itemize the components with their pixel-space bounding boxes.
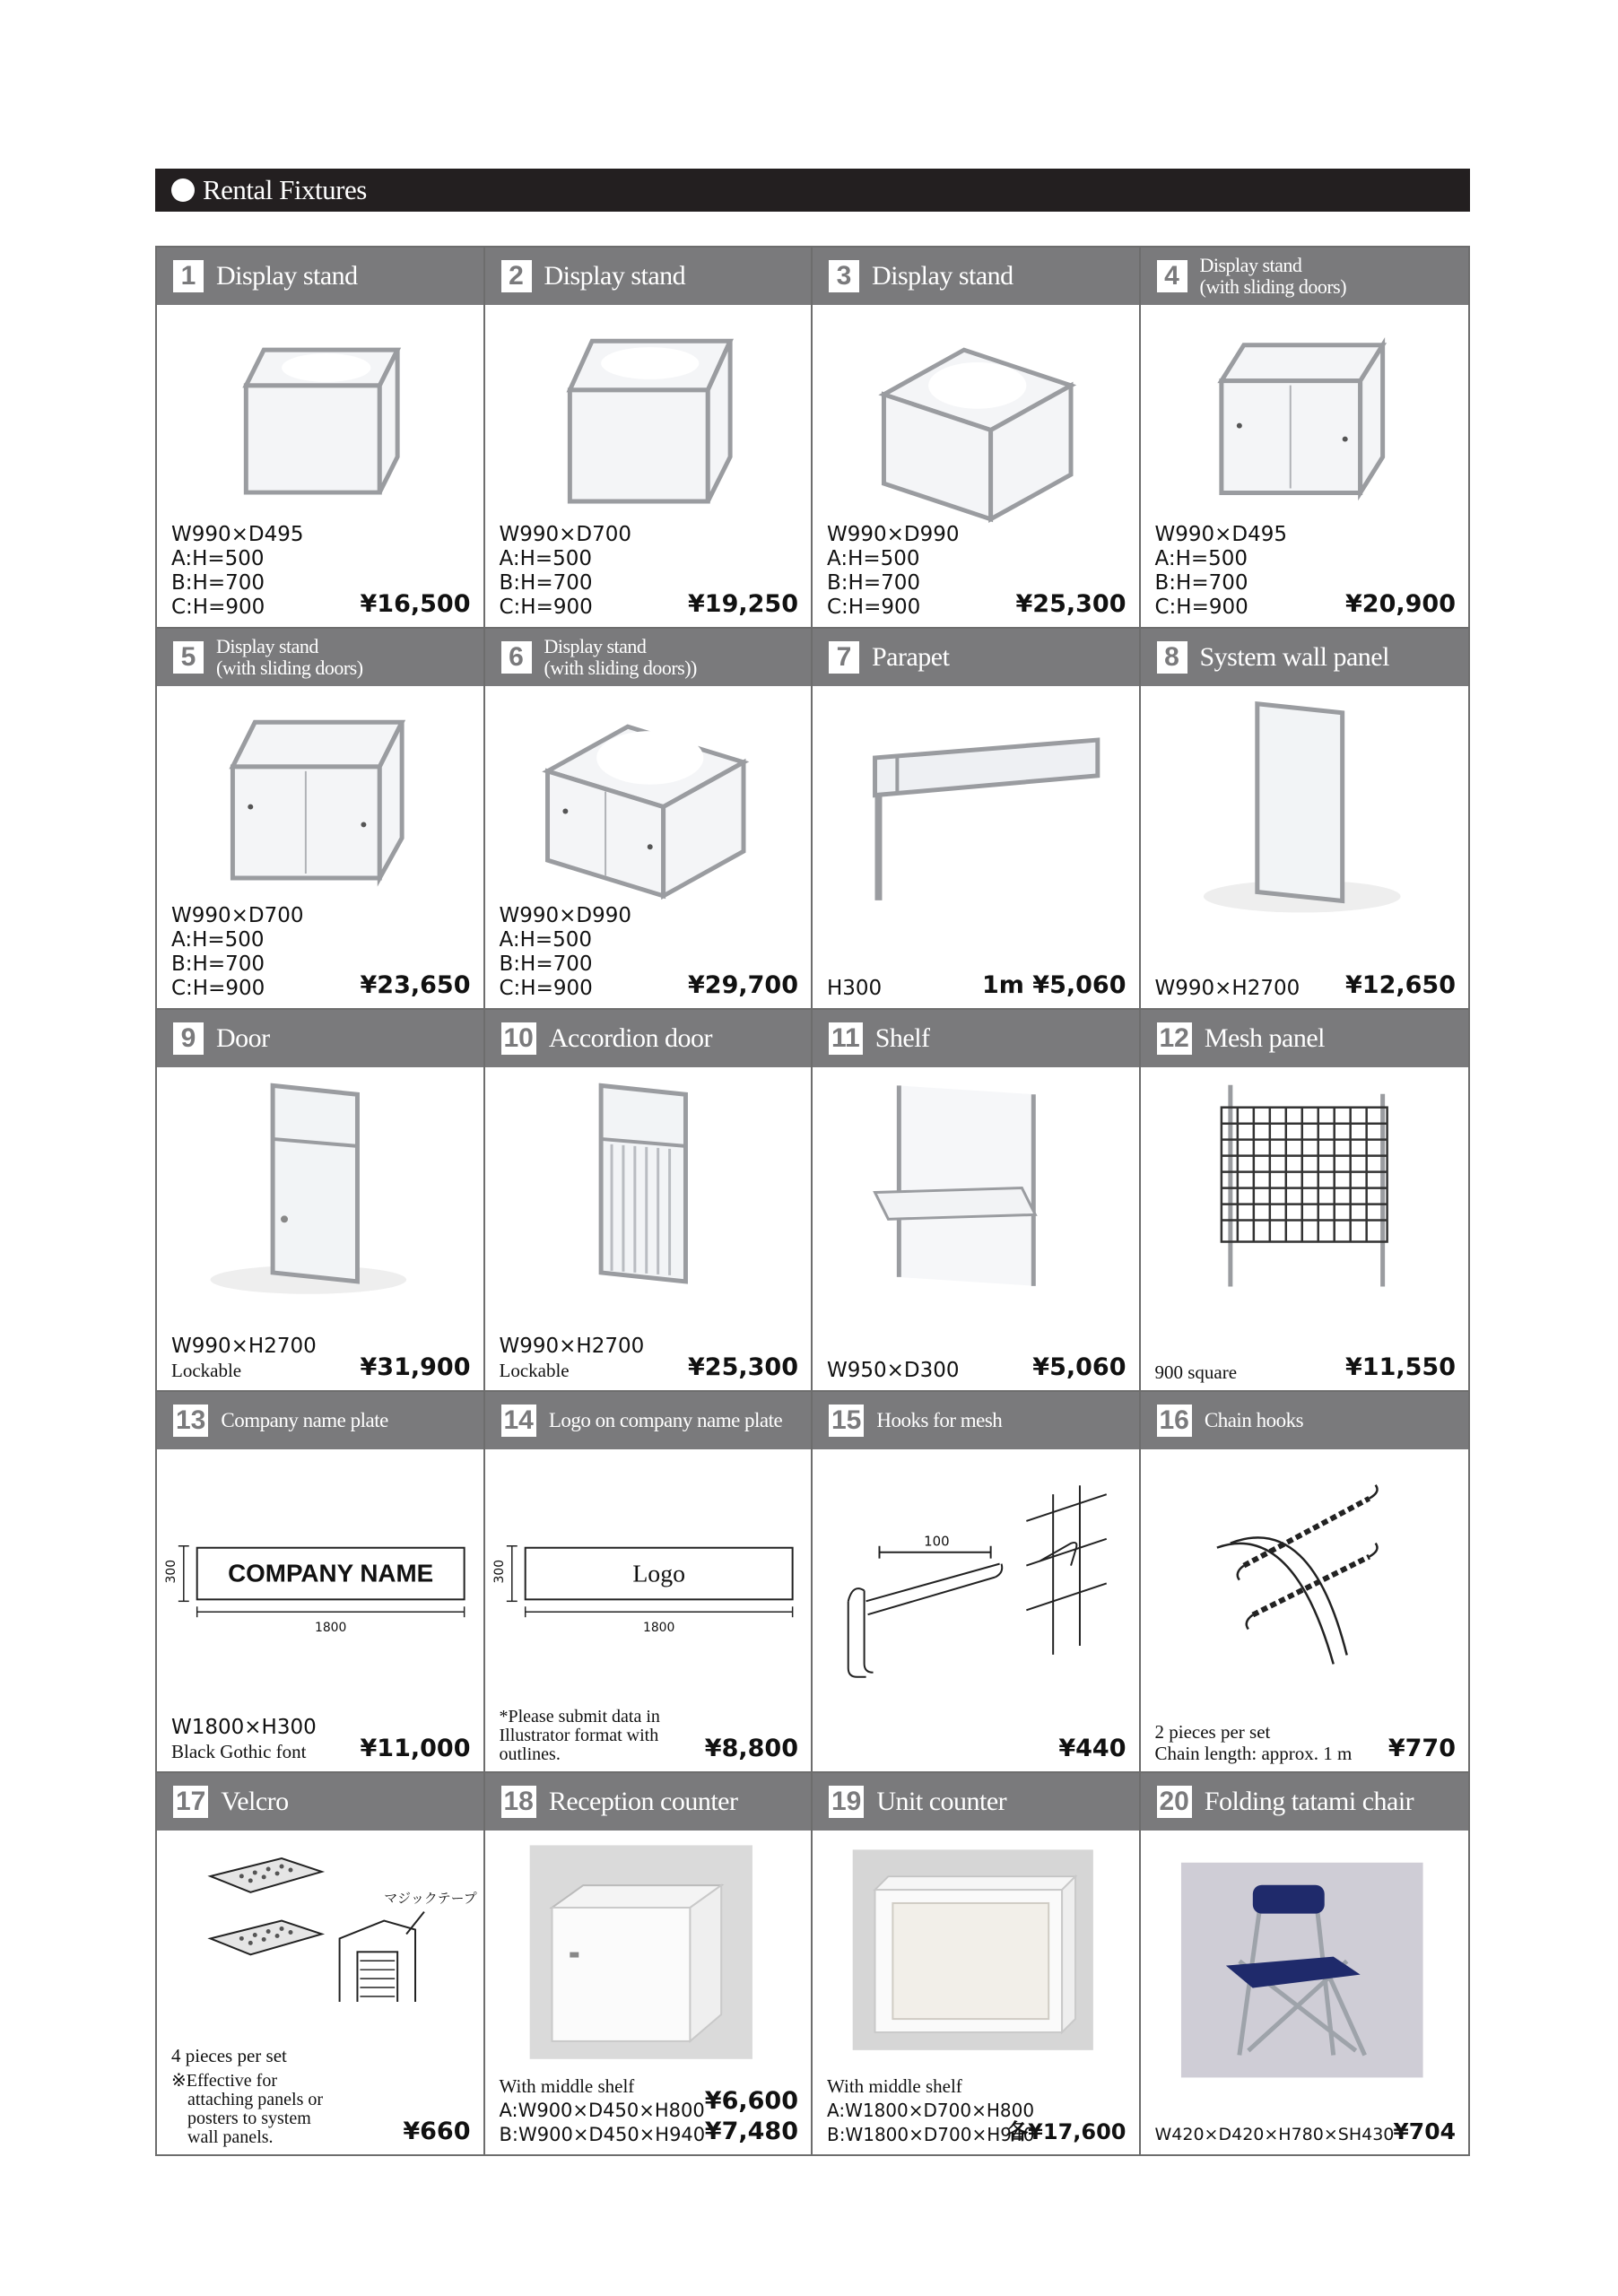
item-number: 5 xyxy=(173,641,204,674)
item-price: 各¥17,600 xyxy=(1006,2119,1127,2144)
wall-panel-illustration xyxy=(1141,686,1469,918)
item-price: ¥19,250 xyxy=(688,590,798,619)
item-header xyxy=(485,1773,812,1831)
velcro-jp-label: マジックテープ xyxy=(384,1890,477,1907)
sliding-door-stand-illustration xyxy=(1141,305,1469,537)
item-price: ¥31,900 xyxy=(360,1352,471,1381)
parapet-illustration xyxy=(813,686,1139,918)
item-number: 10 xyxy=(501,1022,536,1055)
item-title: Velcro xyxy=(221,1786,289,1816)
item-header xyxy=(157,248,483,305)
item-title: Reception counter xyxy=(548,1786,738,1816)
item-title: Door xyxy=(216,1023,270,1054)
item-card-4 xyxy=(1141,248,1469,629)
item-title: Chain hooks xyxy=(1204,1408,1304,1431)
item-card-15 xyxy=(813,1392,1141,1773)
bullet-icon xyxy=(171,178,195,202)
item-card-17 xyxy=(157,1773,485,2154)
item-price: ¥704 xyxy=(1393,2118,1456,2144)
item-price: ¥660 xyxy=(403,2118,471,2145)
item-price: ¥12,650 xyxy=(1345,971,1456,1000)
item-header xyxy=(1141,1392,1469,1449)
door-illustration xyxy=(157,1067,483,1300)
item-price: ¥29,700 xyxy=(688,971,798,1000)
reception-counter-photo xyxy=(485,1831,812,2074)
item-number: 20 xyxy=(1157,1786,1192,1818)
item-number: 18 xyxy=(501,1786,536,1818)
item-number: 16 xyxy=(1157,1405,1192,1437)
item-card-18 xyxy=(485,1773,813,2154)
item-header xyxy=(813,1010,1139,1067)
item-title: Parapet xyxy=(872,642,950,673)
item-specs: 900 square xyxy=(1154,1361,1238,1383)
item-number: 8 xyxy=(1157,641,1187,674)
item-header xyxy=(813,629,1139,686)
item-title: Folding tatami chair xyxy=(1204,1786,1414,1816)
item-price: ¥25,300 xyxy=(688,1352,798,1381)
item-title: Display stand xyxy=(544,261,686,291)
name-plate-illustration xyxy=(157,1449,483,1682)
item-header xyxy=(813,248,1139,305)
item-number: 17 xyxy=(173,1786,208,1818)
item-header xyxy=(157,629,483,686)
item-header xyxy=(1141,248,1469,305)
item-title: Hooks for mesh xyxy=(876,1408,1003,1431)
item-title: Display stand xyxy=(872,261,1013,291)
item-card-20 xyxy=(1141,1773,1469,2154)
item-title: Mesh panel xyxy=(1204,1023,1326,1054)
display-stand-illustration xyxy=(813,305,1139,537)
item-number: 14 xyxy=(501,1405,536,1437)
item-price: ¥23,650 xyxy=(360,971,471,1000)
velcro-illustration xyxy=(157,1831,483,2002)
item-header xyxy=(813,1392,1139,1449)
item-specs: W990×H2700 Lockable xyxy=(171,1334,317,1381)
item-specs: W420×D420×H780×SH430 xyxy=(1154,2125,1395,2144)
item-header xyxy=(157,1010,483,1067)
item-specs: W990×D700 A:H=500 B:H=700 C:H=900 xyxy=(499,523,632,620)
item-price: ¥11,000 xyxy=(360,1734,471,1762)
accordion-door-illustration xyxy=(485,1067,812,1300)
item-header xyxy=(157,1773,483,1831)
item-specs: W1800×H300 Black Gothic font xyxy=(171,1715,317,1762)
item-specs: 2 pieces per set Chain length: approx. 1 m xyxy=(1154,1720,1353,1764)
item-title: Display stand (with sliding doors) xyxy=(1199,253,1347,298)
display-stand-illustration xyxy=(485,305,812,537)
item-price: ¥16,500 xyxy=(360,590,471,619)
item-price: 1m ¥5,060 xyxy=(981,971,1127,1000)
shelf-illustration xyxy=(813,1067,1139,1300)
item-price: ¥770 xyxy=(1387,1734,1456,1762)
item-number: 12 xyxy=(1157,1022,1192,1055)
folding-chair-photo xyxy=(1141,1831,1469,2100)
mesh-panel-illustration xyxy=(1141,1067,1469,1300)
item-specs: W990×D495 A:H=500 B:H=700 C:H=900 xyxy=(171,523,304,620)
item-specs: W990×H2700 Lockable xyxy=(499,1334,645,1381)
item-header xyxy=(1141,1010,1469,1067)
item-card-13 xyxy=(157,1392,485,1773)
item-header xyxy=(485,248,812,305)
item-number: 4 xyxy=(1157,260,1187,292)
item-card-6 xyxy=(485,629,813,1010)
dim-height: 300 xyxy=(491,1559,507,1584)
item-price: ¥8,800 xyxy=(704,1734,798,1762)
section-title-text: Rental Fixtures xyxy=(203,174,367,205)
sliding-door-stand-illustration xyxy=(157,686,483,918)
item-number: 15 xyxy=(829,1405,864,1437)
item-specs: W990×D990 A:H=500 B:H=700 C:H=900 xyxy=(499,904,632,1001)
item-title: Company name plate xyxy=(221,1408,388,1431)
item-title: Accordion door xyxy=(548,1023,712,1054)
item-number: 6 xyxy=(501,641,532,674)
chain-hooks-illustration xyxy=(1141,1449,1469,1682)
item-number: 19 xyxy=(829,1786,864,1818)
unit-counter-photo xyxy=(813,1831,1139,2074)
item-card-19 xyxy=(813,1773,1141,2154)
item-card-3 xyxy=(813,248,1141,629)
item-price: ¥20,900 xyxy=(1345,590,1456,619)
item-card-7 xyxy=(813,629,1141,1010)
fixtures-grid xyxy=(155,246,1470,2156)
item-specs: 4 pieces per set ※Effective for attaching panels or posters to system wall panels. xyxy=(171,2045,324,2147)
item-price: ¥11,550 xyxy=(1345,1352,1456,1381)
mesh-hook-illustration xyxy=(813,1449,1139,1682)
item-specs: With middle shelf A:W1800×D700×H800 B:W1800×D700×H940 xyxy=(827,2075,1035,2145)
item-card-11 xyxy=(813,1010,1141,1391)
item-header xyxy=(485,1010,812,1067)
plate-text: Logo xyxy=(631,1560,685,1588)
item-specs: W990×H2700 xyxy=(1154,977,1300,1001)
sliding-door-stand-illustration xyxy=(485,686,812,918)
item-number: 13 xyxy=(173,1405,208,1437)
item-title: Unit counter xyxy=(876,1786,1007,1816)
item-price: ¥25,300 xyxy=(1015,590,1127,619)
hook-dim: 100 xyxy=(924,1533,950,1550)
item-number: 9 xyxy=(173,1022,204,1055)
item-specs: H300 xyxy=(827,977,883,1001)
item-title: Logo on company name plate xyxy=(548,1408,783,1431)
item-title: System wall panel xyxy=(1199,642,1389,673)
item-card-5 xyxy=(157,629,485,1010)
item-card-14 xyxy=(485,1392,813,1773)
item-number: 3 xyxy=(829,260,859,292)
plate-text: COMPANY NAME xyxy=(228,1559,434,1587)
item-specs: W990×D700 A:H=500 B:H=700 C:H=900 xyxy=(171,904,304,1001)
item-title: Display stand xyxy=(216,261,358,291)
item-title: Shelf xyxy=(874,1023,930,1054)
item-price: ¥5,060 xyxy=(1032,1352,1127,1381)
item-header xyxy=(157,1392,483,1449)
item-card-12 xyxy=(1141,1010,1469,1391)
item-card-2 xyxy=(485,248,813,629)
item-header xyxy=(485,1392,812,1449)
item-specs: *Please submit data in Illustrator format with outlines. xyxy=(499,1706,660,1764)
item-header xyxy=(485,629,812,686)
item-card-9 xyxy=(157,1010,485,1391)
item-title: Display stand (with sliding doors) xyxy=(216,635,363,680)
logo-plate-illustration xyxy=(485,1449,812,1682)
item-number: 2 xyxy=(501,260,532,292)
item-number: 7 xyxy=(829,641,859,674)
item-price: ¥6,600 ¥7,480 xyxy=(704,2087,798,2145)
item-specs: W990×D990 A:H=500 B:H=700 C:H=900 xyxy=(827,523,960,620)
item-price: ¥440 xyxy=(1058,1734,1127,1762)
item-number: 11 xyxy=(829,1022,863,1055)
item-specs: W990×D495 A:H=500 B:H=700 C:H=900 xyxy=(1154,523,1288,620)
dim-width: 1800 xyxy=(642,1620,674,1635)
item-card-8 xyxy=(1141,629,1469,1010)
section-title xyxy=(155,169,1470,212)
item-header xyxy=(1141,1773,1469,1831)
dim-height: 300 xyxy=(163,1559,178,1584)
dim-width: 1800 xyxy=(314,1620,347,1635)
item-card-10 xyxy=(485,1010,813,1391)
item-header xyxy=(813,1773,1139,1831)
item-title: Display stand (with sliding doors)) xyxy=(544,635,697,680)
item-card-1 xyxy=(157,248,485,629)
item-specs: W950×D300 xyxy=(827,1358,960,1382)
item-specs: With middle shelf A:W900×D450×H800 B:W900×D450×H940 xyxy=(499,2075,706,2145)
item-header xyxy=(1141,629,1469,686)
item-number: 1 xyxy=(173,260,204,292)
display-stand-illustration xyxy=(157,305,483,537)
item-card-16 xyxy=(1141,1392,1469,1773)
